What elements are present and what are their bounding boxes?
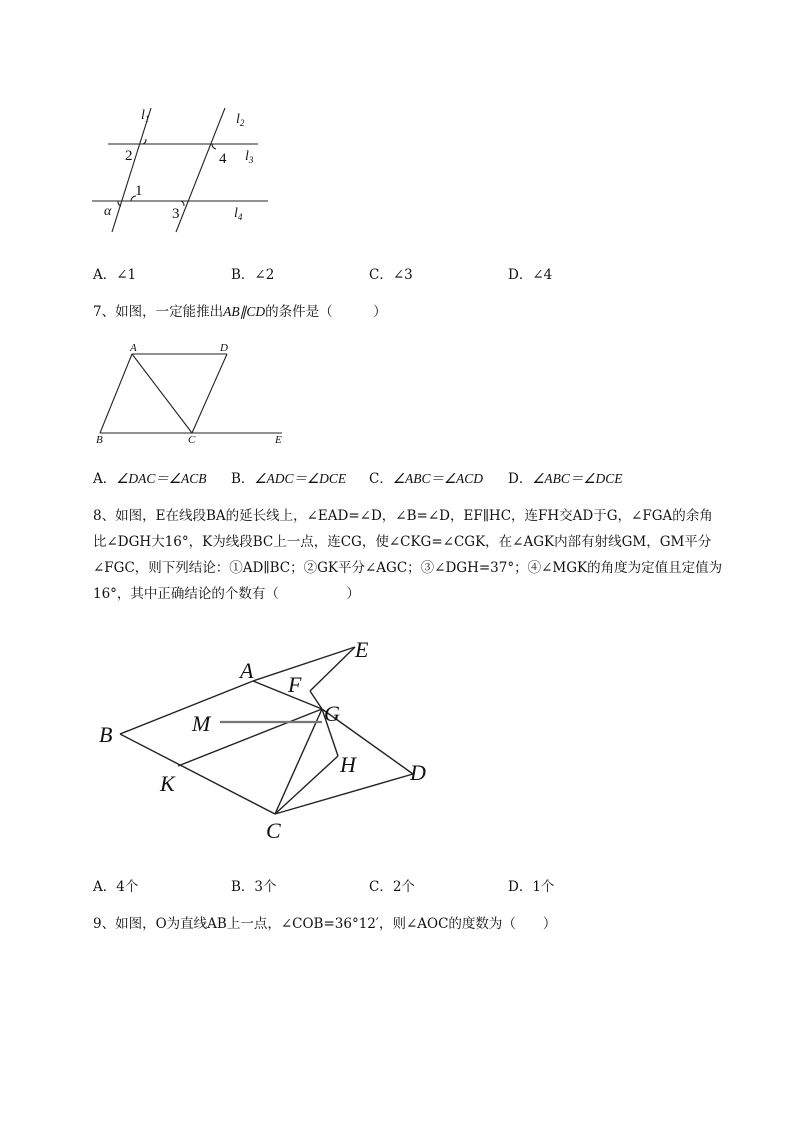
q8-option-a[interactable]: A．4个 — [93, 879, 139, 895]
q6-option-d[interactable]: D．∠4 — [508, 267, 553, 283]
label-alpha: α — [104, 204, 112, 219]
q8-stem-line2: 比∠DGH大16°，K为线段BC上一点，连CG，使∠CKG=∠CGK，在∠AGK内部有射线GM，GM平分 — [93, 534, 712, 550]
q8-stem-line4: 16°，其中正确结论的个数有（ ） — [93, 586, 360, 602]
label-H: H — [340, 752, 356, 777]
angle-arc-3 — [181, 201, 184, 206]
q6-option-a[interactable]: A．∠1 — [93, 267, 137, 283]
label-B: B — [96, 434, 103, 446]
label-D: D — [220, 342, 228, 354]
segment-AE — [253, 647, 355, 681]
svg-text:l1: $l_1$ — [141, 108, 150, 124]
line-l1 — [112, 108, 151, 232]
label-A: A — [240, 658, 254, 683]
svg-text:l2: $l_2$ — [236, 112, 245, 128]
angle-arc-2 — [143, 139, 146, 144]
q6-option-c[interactable]: C．∠3 — [369, 267, 413, 283]
label-F: F — [288, 672, 302, 697]
label-angle-3: 3 — [172, 206, 180, 222]
q8-option-c[interactable]: C．2个 — [369, 879, 415, 895]
label-G: G — [324, 701, 340, 726]
label-M: M — [192, 711, 211, 736]
svg-text:l4: $l_4$ — [234, 206, 243, 222]
figure-q8-quadrilateral — [90, 625, 450, 850]
label-angle-1: 1 — [135, 183, 143, 199]
label-K: K — [160, 771, 175, 796]
angle-arc-4 — [212, 144, 216, 149]
q9-stem: 9、如图，O为直线AB上一点，∠COB=36°12′，则∠AOC的度数为（ ） — [93, 916, 557, 932]
segment-DC — [192, 354, 227, 433]
segment-AC — [132, 354, 192, 433]
label-angle-2: 2 — [125, 148, 133, 164]
segment-BA — [120, 681, 253, 734]
q7-option-c[interactable]: C．∠ABC＝∠ACD — [369, 471, 484, 487]
figure-q6-parallel-lines — [88, 100, 278, 240]
q8-option-b[interactable]: B．3个 — [231, 879, 277, 895]
label-E: E — [275, 434, 282, 446]
q7-option-b[interactable]: B．∠ADC＝∠DCE — [231, 471, 347, 487]
q8-option-d[interactable]: D．1个 — [508, 879, 555, 895]
q7-option-d[interactable]: D．∠ABC＝∠DCE — [508, 471, 623, 487]
line-l2 — [176, 108, 225, 232]
label-E: E — [355, 637, 369, 662]
label-B: B — [99, 722, 113, 747]
q8-stem-line1: 8、如图，E在线段BA的延长线上，∠EAD=∠D，∠B=∠D，EF∥HC，连FH交AD于G，∠FGA的余角 — [93, 508, 713, 524]
q6-option-b[interactable]: B．∠2 — [231, 267, 275, 283]
segment-EF — [310, 647, 355, 691]
segment-AB — [100, 354, 132, 433]
label-D: D — [410, 760, 426, 785]
q7-option-a[interactable]: A．∠DAC＝∠ACB — [93, 471, 207, 487]
svg-text:l3: $l_3$ — [245, 149, 254, 165]
q8-stem-line3: ∠FGC，则下列结论：①AD∥BC；②GK平分∠AGC；③∠DGH=37°；④∠MGK的角度为定值且定值为 — [93, 560, 723, 576]
q7-stem: 7、如图，一定能推出AB∥CD的条件是（ ） — [93, 304, 387, 320]
label-C: C — [188, 434, 196, 446]
label-C: C — [266, 818, 281, 843]
label-angle-4: 4 — [219, 151, 227, 167]
label-A: A — [130, 342, 137, 354]
figure-q7-parallelogram — [92, 340, 292, 448]
segment-BC — [120, 734, 275, 814]
